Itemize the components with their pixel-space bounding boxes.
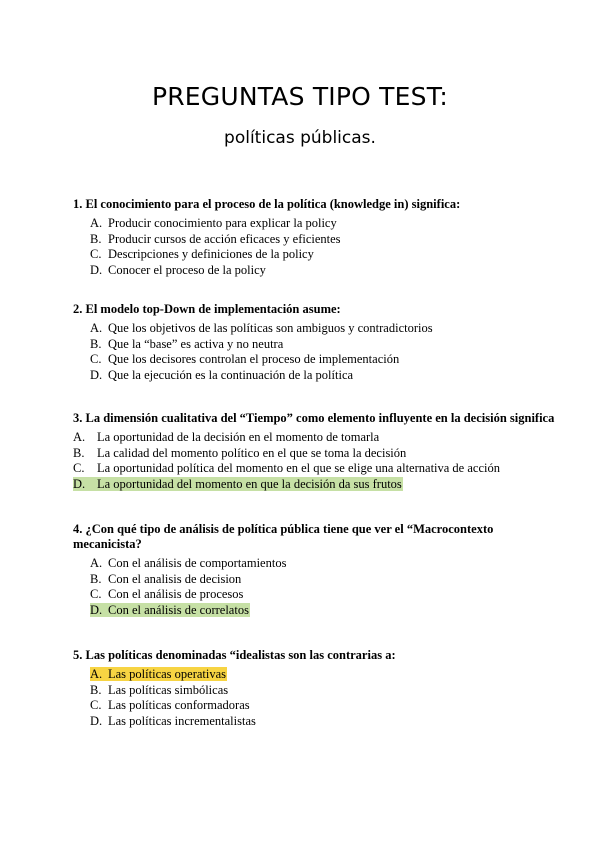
- option-b: B. Con el analisis de decision: [90, 571, 242, 586]
- question-4: [73, 522, 503, 618]
- option-d: D. Las políticas incrementalistas: [90, 713, 256, 728]
- question-3: [73, 411, 554, 492]
- option-a: A. Que los objetivos de las políticas son ambiguos y contradictorios: [90, 321, 433, 335]
- option-d: D. Que la ejecución es la continuación de la política: [90, 367, 354, 382]
- question-1: [73, 197, 460, 278]
- option-d: [73, 477, 554, 493]
- page-title: PREGUNTAS TIPO TEST:: [151, 82, 449, 111]
- option-a: A. Producir conocimiento para explicar la policy: [90, 216, 337, 230]
- option-list: [90, 321, 433, 383]
- option-b: B. Producir cursos de acción eficaces y eficientes: [90, 231, 341, 246]
- correct-answer-highlight: A. Las políticas operativas: [90, 667, 227, 681]
- option-c: C. Descripciones y definiciones de la policy: [90, 247, 314, 262]
- option-list: [73, 430, 554, 492]
- question-text: 3. La dimensión cualitativa del “Tiempo” como elemento influyente en la decisión significa: [73, 411, 555, 425]
- option-a: [90, 667, 396, 683]
- option-a: A. La oportunidad de la decisión en el momento de tomarla: [73, 430, 380, 444]
- question-text: 5. Las políticas denominadas “idealistas son las contrarias a:: [73, 648, 396, 662]
- option-list: [90, 216, 460, 278]
- option-a: A. Con el análisis de comportamientos: [90, 556, 287, 570]
- question-text: 1. El conocimiento para el proceso de la política (knowledge in) significa:: [73, 197, 461, 211]
- correct-answer-highlight: D. Con el análisis de correlatos: [90, 602, 249, 617]
- question-5: [73, 648, 396, 729]
- option-c: C. La oportunidad política del momento en el que se elige una alternativa de acción: [73, 461, 500, 476]
- option-c: C. Las políticas conformadoras: [90, 698, 250, 713]
- option-b: B. Las políticas simbólicas: [90, 682, 229, 697]
- question-text: 2. El modelo top-Down de implementación asume:: [73, 302, 341, 316]
- option-b: B. Que la “base” es activa y no neutra: [90, 336, 284, 351]
- option-b: B. La calidad del momento político en el que se toma la decisión: [73, 445, 407, 460]
- option-list: [90, 667, 396, 729]
- question-2: [73, 302, 433, 383]
- option-d: [90, 603, 503, 619]
- option-c: C. Con el análisis de procesos: [90, 587, 244, 602]
- page-subtitle: políticas públicas.: [224, 128, 376, 148]
- correct-answer-highlight: D. La oportunidad del momento en que la decisión da sus frutos: [73, 476, 402, 491]
- option-list: [90, 556, 503, 618]
- question-text: 4. ¿Con qué tipo de análisis de política pública tiene que ver el “Macrocontexto mecanicista?: [73, 522, 494, 551]
- option-c: C. Que los decisores controlan el proceso de implementación: [90, 352, 400, 367]
- option-d: D. Conocer el proceso de la policy: [90, 262, 266, 277]
